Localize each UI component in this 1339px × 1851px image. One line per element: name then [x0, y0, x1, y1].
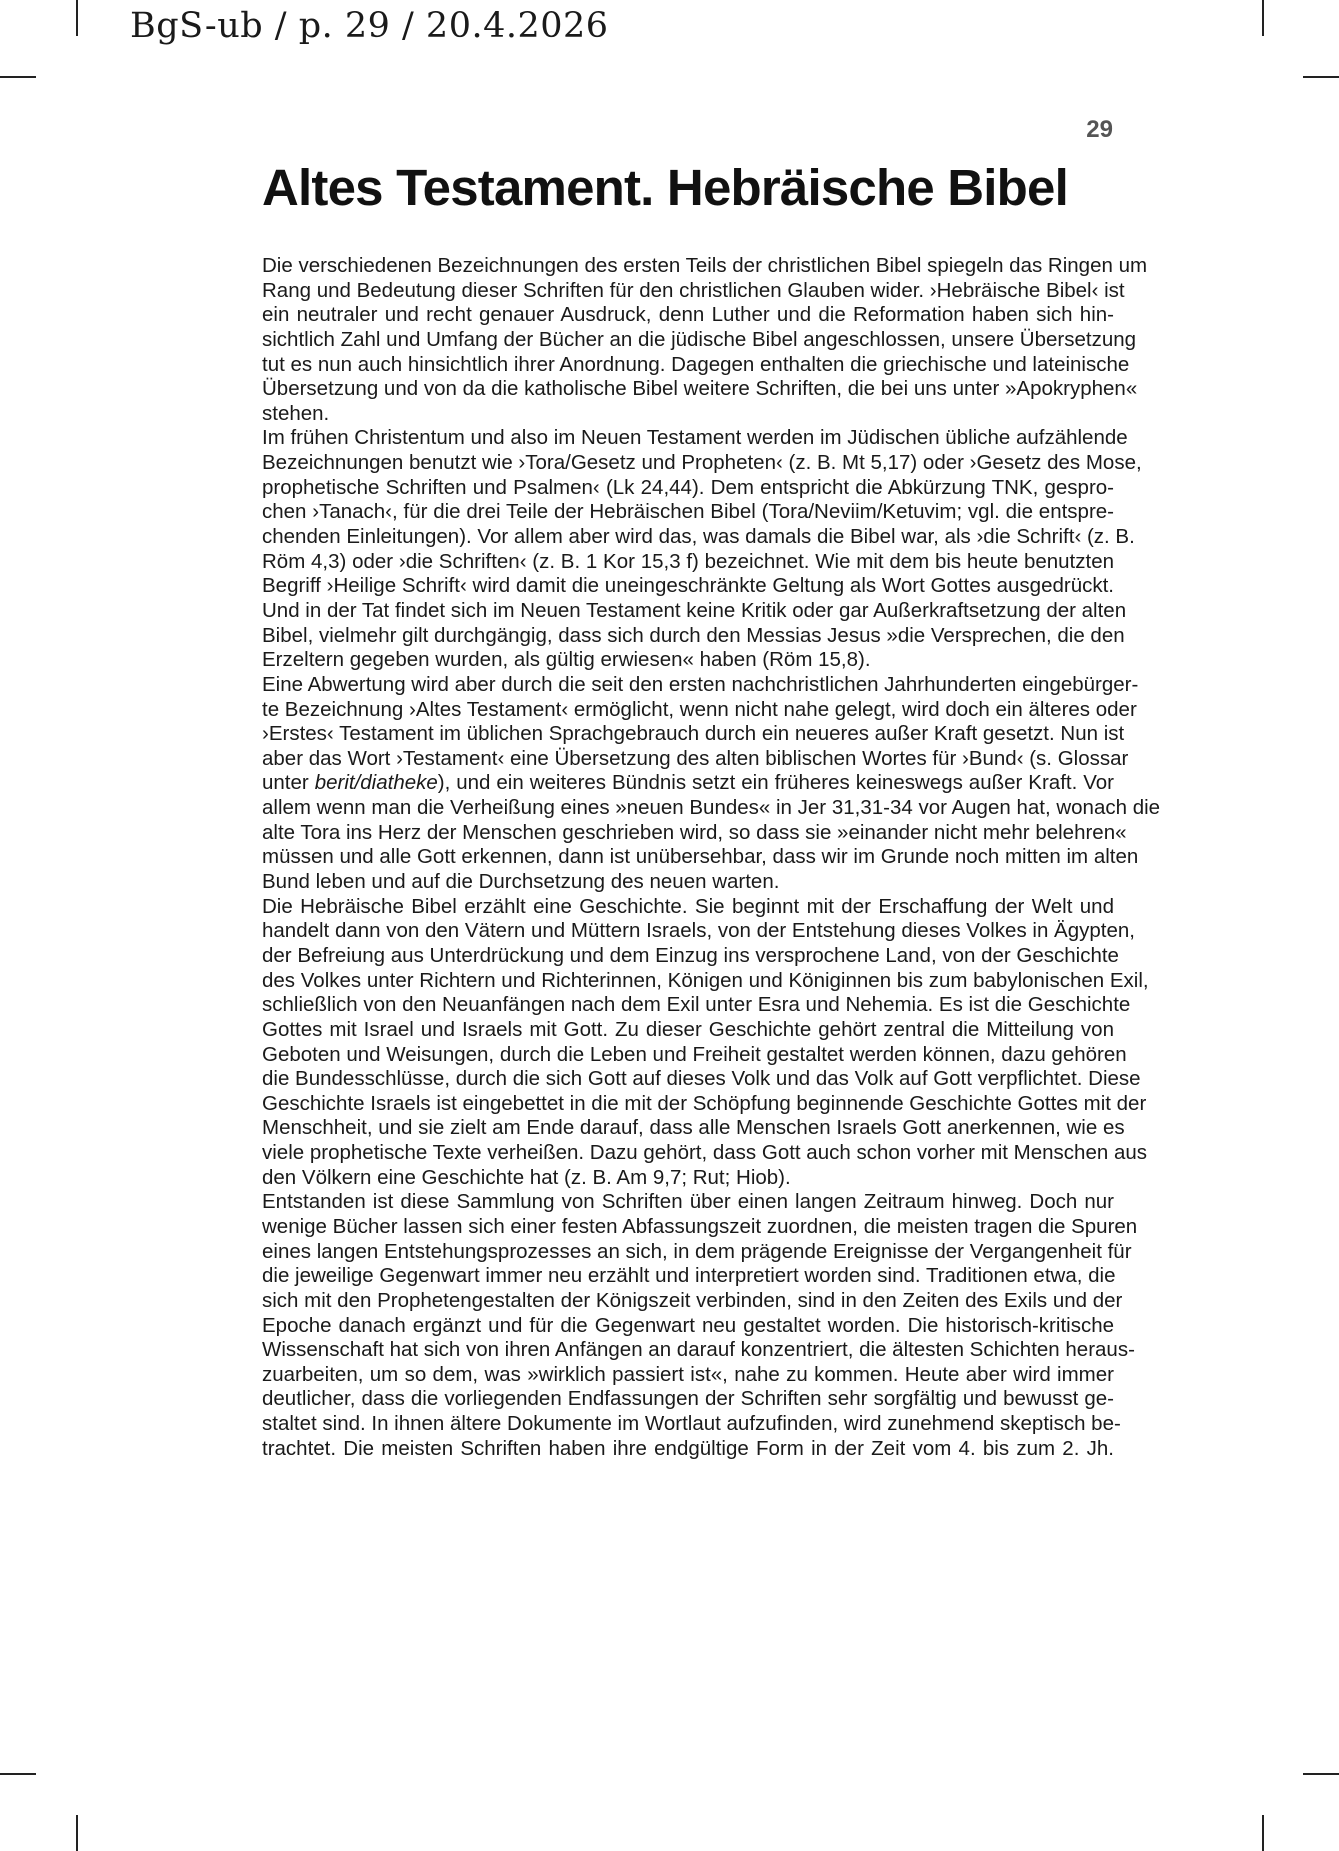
text-line: chen ›Tanach‹, für die drei Teile der Hebräischen Bibel (Tora/Neviim/Ketuvim; vgl. die entspre- [262, 500, 1114, 524]
text-line: unter berit/diatheke), und ein weiteres Bündnis setzt ein früheres keineswegs außer Kraft. Vor [262, 771, 1115, 795]
text-line: Bezeichnungen benutzt wie ›Tora/Gesetz und Propheten‹ (z. B. Mt 5,17) oder ›Gesetz des Mose, [262, 451, 1142, 475]
text-line: Entstanden ist diese Sammlung von Schriften über einen langen Zeitraum hinweg. Doch nur [262, 1190, 1114, 1214]
text-line: trachtet. Die meisten Schriften haben ihre endgültige Form in der Zeit vom 4. bis zum 2. Jh. [262, 1436, 1114, 1460]
text-line: prophetische Schriften und Psalmen‹ (Lk 24,44). Dem entspricht die Abkürzung TNK, gespro- [262, 475, 1114, 499]
crop-mark [76, 1815, 78, 1851]
crop-mark [1262, 1815, 1264, 1851]
text-line: Epoche danach ergänzt und für die Gegenwart neu gestaltet worden. Die historisch-kritische [262, 1313, 1114, 1337]
text-line: te Bezeichnung ›Altes Testament‹ ermöglicht, wenn nicht nahe gelegt, wird doch ein älteres oder [262, 697, 1137, 721]
text-line: stehen. [262, 401, 330, 425]
text-line: Und in der Tat findet sich im Neuen Testament keine Kritik oder gar Außerkraftsetzung der alten [262, 598, 1127, 622]
text-line: zuarbeiten, um so dem, was »wirklich passiert ist«, nahe zu kommen. Heute aber wird immer [262, 1362, 1114, 1386]
text-line: Im frühen Christentum und also im Neuen Testament werden im Jüdischen übliche aufzählende [262, 426, 1128, 450]
paragraph [262, 254, 1148, 426]
text-line: der Befreiung aus Unterdrückung und dem Einzug ins versprochene Land, von der Geschichte [262, 943, 1119, 967]
crop-mark [1303, 76, 1339, 78]
crop-mark [1262, 0, 1264, 36]
running-head: BgS-ub / p. 29 / 20.4.2026 [130, 6, 609, 46]
text-line: deutlicher, dass die vorliegenden Endfassungen der Schriften sehr sorgfältig und bewusst ge- [262, 1387, 1114, 1411]
crop-mark [1303, 1773, 1339, 1775]
paragraph [262, 672, 1161, 895]
text-line: chenden Einleitungen). Vor allem aber wird das, was damals die Bibel war, als ›die Schrift‹ (z. B. [262, 525, 1135, 549]
text-line: tut es nun auch hinsichtlich ihrer Anordnung. Dagegen enthalten die griechische und lateinische [262, 352, 1130, 376]
text-line: Geboten und Weisungen, durch die Leben und Freiheit gestaltet werden können, dazu gehören [262, 1042, 1127, 1066]
text-line: müssen und alle Gott erkennen, dann ist unübersehbar, dass wir im Grunde noch mitten im alten [262, 845, 1139, 869]
text-line: ›Erstes‹ Testament im üblichen Sprachgebrauch durch ein neueres außer Kraft gesetzt. Nun ist [262, 722, 1125, 746]
text-line: handelt dann von den Vätern und Müttern Israels, von der Entstehung dieses Volkes in Ägypten, [262, 919, 1135, 943]
text-line: Rang und Bedeutung dieser Schriften für den christlichen Glauben wider. ›Hebräische Bibel‹ ist [262, 278, 1125, 302]
text-line: eines langen Entstehungsprozesses an sich, in dem prägende Ereignisse der Vergangenheit für [262, 1239, 1132, 1263]
text-line: Erzeltern gegeben wurden, als gültig erwiesen« haben (Röm 15,8). [262, 648, 871, 672]
text-line: die jeweilige Gegenwart immer neu erzählt und interpretiert worden sind. Traditionen etwa, die [262, 1264, 1116, 1288]
body-text [262, 254, 1161, 1461]
text-line: Die Hebräische Bibel erzählt eine Geschichte. Sie beginnt mit der Erschaffung der Welt und [262, 894, 1114, 918]
crop-mark [76, 0, 78, 36]
text-line: des Volkes unter Richtern und Richterinnen, Königen und Königinnen bis zum babylonischen Exil, [262, 968, 1149, 992]
text-line: die Bundesschlüsse, durch die sich Gott auf dieses Volk und das Volk auf Gott verpflichtet. Diese [262, 1067, 1141, 1091]
text-line: aber das Wort ›Testament‹ eine Übersetzung des alten biblischen Wortes für ›Bund‹ (s. Glossar [262, 746, 1129, 770]
text-line: sich mit den Prophetengestalten der Königszeit verbinden, sind in den Zeiten des Exils und der [262, 1288, 1123, 1312]
paragraph [262, 894, 1149, 1191]
text-line: Gottes mit Israel und Israels mit Gott. Zu dieser Geschichte gehört zentral die Mitteilung von [262, 1017, 1114, 1041]
text-line: Röm 4,3) oder ›die Schriften‹ (z. B. 1 Kor 15,3 f) bezeichnet. Wie mit dem bis heute benutzten [262, 549, 1114, 573]
text-line: Bibel, vielmehr gilt durchgängig, dass sich durch den Messias Jesus »die Versprechen, die den [262, 623, 1125, 647]
text-line: staltet sind. In ihnen ältere Dokumente im Wortlaut aufzufinden, wird zunehmend skeptisch be- [262, 1412, 1121, 1436]
text-line: Bund leben und auf die Durchsetzung des neuen warten. [262, 870, 780, 894]
text-line: sichtlich Zahl und Umfang der Bücher an die jüdische Bibel angeschlossen, unsere Übersetzung [262, 327, 1137, 351]
paragraph [262, 1190, 1138, 1461]
crop-mark [0, 76, 36, 78]
text-line: den Völkern eine Geschichte hat (z. B. Am 9,7; Rut; Hiob). [262, 1165, 791, 1189]
text-line: Wissenschaft hat sich von ihren Anfängen an darauf konzentriert, die ältesten Schichten heraus- [262, 1338, 1135, 1362]
text-line: schließlich von den Neuanfängen nach dem Exil unter Esra und Nehemia. Es ist die Geschichte [262, 993, 1131, 1017]
text-line: allem wenn man die Verheißung eines »neuen Bundes« in Jer 31,31-34 vor Augen hat, wonach die [262, 796, 1161, 820]
paragraph [262, 426, 1142, 672]
text-line: ein neutraler und recht genauer Ausdruck, denn Luther und die Reformation haben sich hin- [262, 303, 1114, 327]
text-line: viele prophetische Texte verheißen. Dazu gehört, dass Gott auch schon vorher mit Menschen aus [262, 1141, 1148, 1165]
chapter-title: Altes Testament. Hebräische Bibel [262, 159, 1068, 216]
text-line: wenige Bücher lassen sich einer festen Abfassungszeit zuordnen, die meisten tragen die Spuren [262, 1214, 1138, 1238]
text-line: Geschichte Israels ist eingebettet in die mit der Schöpfung beginnende Geschichte Gottes mit der [262, 1091, 1147, 1115]
page-number: 29 [1086, 116, 1113, 143]
crop-mark [0, 1773, 36, 1775]
text-line: Menschheit, und sie zielt am Ende darauf, dass alle Menschen Israels Gott anerkennen, wie es [262, 1116, 1125, 1140]
text-line: alte Tora ins Herz der Menschen geschrieben wird, so dass sie »einander nicht mehr belehren« [262, 820, 1127, 844]
text-line: Eine Abwertung wird aber durch die seit den ersten nachchristlichen Jahrhunderten eingebürger- [262, 672, 1139, 696]
text-line: Die verschiedenen Bezeichnungen des ersten Teils der christlichen Bibel spiegeln das Ringen um [262, 254, 1148, 277]
text-line: Begriff ›Heilige Schrift‹ wird damit die uneingeschränkte Geltung als Wort Gottes ausgedrückt. [262, 574, 1114, 598]
text-line: Übersetzung und von da die katholische Bibel weitere Schriften, die bei uns unter »Apokryphen« [262, 377, 1138, 401]
